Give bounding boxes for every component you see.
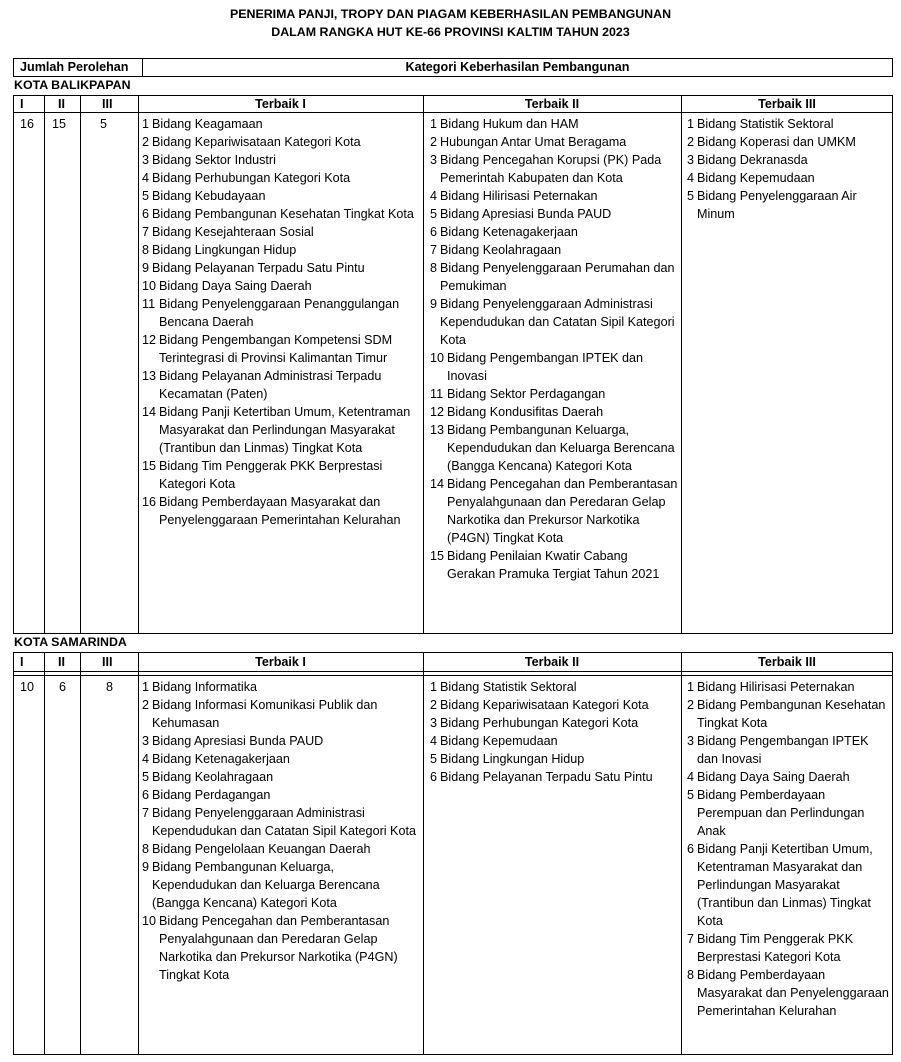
list-item-text: Bidang Hilirisasi Peternakan [697,680,855,694]
list-item-text: Bidang Perdagangan [152,788,271,802]
list-item [430,750,678,768]
list-item [142,277,420,295]
list-item-text: Bidang Penyelenggaraan Air Minum [697,189,857,221]
list-item [430,295,678,349]
document-title-line-2: DALAM RANGKA HUT KE-66 PROVINSI KALTIM TAHUN 2023 [271,25,630,39]
list-item [430,259,678,295]
list-terbaik-3 [687,115,890,223]
list-item-number: 5 [142,189,150,203]
list-item [687,966,890,1020]
list-item-text: Bidang Penyelenggaraan Administrasi Kependudukan dan Catatan Sipil Kategori Kota [440,297,675,347]
list-item-number: 14 [430,477,445,491]
list-item [430,385,678,403]
list-item [687,786,890,840]
count-terbaik-1: 10 [20,680,35,694]
list-item-text: Bidang Keagamaan [152,117,263,131]
list-item [142,678,420,696]
list-item-number: 5 [430,207,438,221]
list-item [687,187,890,223]
list-item-text: Bidang Pencegahan Korupsi (PK) Pada Pemerintah Kabupaten dan Kota [440,153,662,185]
list-item-text: Bidang Kondusifitas Daerah [447,405,604,419]
list-item-text: Bidang Penyelenggaraan Perumahan dan Pemukiman [440,261,675,293]
list-terbaik-2 [430,678,678,786]
col-header-i: I [20,97,24,111]
list-item-number: 7 [142,806,150,820]
list-item-number: 2 [430,135,438,149]
list-item-number: 7 [142,225,150,239]
list-item-number: 10 [142,279,157,293]
list-item-text: Bidang Kepemudaan [440,734,558,748]
list-item-text: Bidang Kepariwisataan Kategori Kota [152,135,361,149]
list-item-text: Bidang Sektor Industri [152,153,276,167]
list-item-number: 12 [430,405,445,419]
list-item-number: 7 [430,243,438,257]
list-item [142,151,420,169]
list-item-text: Bidang Ketenagakerjaan [152,752,290,766]
list-item-number: 10 [430,351,445,365]
list-item-text: Bidang Daya Saing Daerah [697,770,850,784]
list-item-text: Bidang Tim Penggerak PKK Berprestasi Kategori Kota [159,459,383,491]
list-item-text: Bidang Kepariwisataan Kategori Kota [440,698,649,712]
list-item-number: 3 [687,153,695,167]
list-item [687,169,890,187]
list-item-number: 2 [687,135,695,149]
list-item-text: Bidang Pemberdayaan Masyarakat dan Penyelenggaraan Pemerintahan Kelurahan [159,495,401,527]
list-item-number: 3 [142,153,150,167]
header-jumlah-label: Jumlah Perolehan [20,60,129,74]
list-item-number: 4 [430,189,438,203]
list-item-number: 4 [687,770,695,784]
list-item-text: Bidang Penyelenggaraan Penanggulangan Bencana Daerah [159,297,400,329]
list-item-text: Bidang Dekranasda [697,153,808,167]
list-item-number: 1 [430,680,438,694]
list-item [430,241,678,259]
list-item-text: Bidang Daya Saing Daerah [159,279,312,293]
list-item-number: 2 [430,698,438,712]
list-item-number: 14 [142,405,157,419]
list-item-number: 4 [430,734,438,748]
list-item [142,133,420,151]
list-item-text: Bidang Pencegahan dan Pemberantasan Penyalahgunaan dan Peredaran Gelap Narkotika dan Prekursor Narkotika (P4GN) Tingkat Kota [159,914,398,982]
list-item [142,403,420,457]
list-item-text: Bidang Kepemudaan [697,171,815,185]
list-item-number: 3 [430,153,438,167]
list-item-number: 13 [430,423,445,437]
list-item [687,840,890,930]
list-item [142,858,420,912]
list-item-number: 11 [142,297,156,311]
list-item-number: 1 [142,680,150,694]
list-item-text: Bidang Ketenagakerjaan [440,225,578,239]
list-item [430,475,678,547]
list-item [142,259,420,277]
list-item-number: 3 [687,734,695,748]
count-terbaik-2: 6 [59,680,67,694]
list-item-number: 4 [142,752,150,766]
col-header-terbaik-2: Terbaik II [524,97,580,111]
list-terbaik-3 [687,678,890,1020]
list-item-number: 1 [687,680,695,694]
list-item [142,696,420,732]
list-item-text: Bidang Lingkungan Hidup [152,243,297,257]
list-item-text: Bidang Pelayanan Administrasi Terpadu Kecamatan (Paten) [159,369,382,401]
list-terbaik-1 [142,678,420,984]
list-item-text: Bidang Hukum dan HAM [440,117,579,131]
list-item [430,187,678,205]
list-item-number: 3 [142,734,150,748]
list-item-text: Bidang Pengelolaan Keuangan Daerah [152,842,371,856]
list-item-text: Bidang Perhubungan Kategori Kota [152,171,351,185]
list-item-number: 8 [687,968,695,982]
list-item-number: 6 [430,770,438,784]
list-item-number: 12 [142,333,157,347]
list-item-text: Bidang Statistik Sektoral [440,680,577,694]
col-header-iii: III [102,655,113,669]
list-item [142,840,420,858]
list-item-text: Bidang Keolahragaan [440,243,562,257]
list-item [142,786,420,804]
list-item-text: Bidang Pemberdayaan Perempuan dan Perlindungan Anak [697,788,865,838]
list-item [142,241,420,259]
list-item [430,696,678,714]
list-item-text: Bidang Pelayanan Terpadu Satu Pintu [152,261,365,275]
list-item-number: 8 [142,842,150,856]
list-item-text: Bidang Penilaian Kwatir Cabang Gerakan Pramuka Tergiat Tahun 2021 [447,549,660,581]
list-item [142,912,420,984]
list-item-number: 5 [687,788,695,802]
col-header-i: I [20,655,24,669]
list-item [687,151,890,169]
col-header-ii: II [58,655,65,669]
list-item-number: 9 [142,261,150,275]
header-kategori-label: Kategori Keberhasilan Pembangunan [405,60,630,74]
list-item [142,457,420,493]
list-item-number: 15 [142,459,157,473]
list-item [142,205,420,223]
list-item [142,115,420,133]
document-title-line-1: PENERIMA PANJI, TROPY DAN PIAGAM KEBERHASILAN PEMBANGUNAN [229,7,672,21]
list-item [430,768,678,786]
list-item [430,205,678,223]
list-item-text: Bidang Keolahragaan [152,770,274,784]
list-item-text: Bidang Pembangunan Kesehatan Tingkat Kota [697,698,886,730]
list-item-text: Bidang Penyelenggaraan Administrasi Kependudukan dan Catatan Sipil Kategori Kota [152,806,416,838]
list-item-text: Bidang Informasi Komunikasi Publik dan Kehumasan [152,698,378,730]
list-item-text: Bidang Pemberdayaan Masyarakat dan Penyelenggaraan Pemerintahan Kelurahan [697,968,889,1018]
list-item [430,421,678,475]
list-item-text: Bidang Pengembangan IPTEK dan Inovasi [697,734,869,766]
list-item [430,732,678,750]
list-item-number: 4 [142,171,150,185]
list-item-text: Bidang Pelayanan Terpadu Satu Pintu [440,770,653,784]
list-item-number: 6 [687,842,695,856]
list-item-text: Bidang Pembangunan Kesehatan Tingkat Kota [152,207,414,221]
list-item-text: Bidang Apresiasi Bunda PAUD [440,207,612,221]
list-item [687,732,890,768]
list-item [142,187,420,205]
list-item [142,169,420,187]
header-kategori-cell [142,58,893,77]
list-item [142,768,420,786]
list-item [142,367,420,403]
list-item-number: 6 [430,225,438,239]
list-terbaik-2 [430,115,678,583]
list-item-text: Bidang Koperasi dan UMKM [697,135,856,149]
list-item [430,151,678,187]
section-name-balikpapan: KOTA BALIKPAPAN [14,78,131,92]
list-item-text: Bidang Pembangunan Keluarga, Kependudukan dan Keluarga Berencana (Bangga Kencana) Kategori Kota [152,860,380,910]
list-item-number: 1 [687,117,695,131]
list-item-number: 16 [142,495,157,509]
list-item-text: Bidang Panji Ketertiban Umum, Ketentraman Masyarakat dan Perlindungan Masyarakat (Trantibun dan Linmas) Tingkat Kota [697,842,873,928]
list-item [430,678,678,696]
col-header-terbaik-3: Terbaik III [758,655,816,669]
list-item [687,133,890,151]
list-item [142,750,420,768]
list-item-number: 5 [430,752,438,766]
list-item [687,768,890,786]
header-jumlah-cell [13,58,143,77]
count-terbaik-3: 5 [100,117,108,131]
list-item-text: Bidang Kesejahteraan Sosial [152,225,314,239]
list-item [142,732,420,750]
list-item-text: Bidang Perhubungan Kategori Kota [440,716,639,730]
list-item-number: 5 [142,770,150,784]
list-item [687,930,890,966]
list-item-number: 15 [430,549,445,563]
list-item [142,223,420,241]
list-item-text: Bidang Lingkungan Hidup [440,752,585,766]
list-item [430,115,678,133]
col-header-terbaik-2: Terbaik II [524,655,580,669]
col-header-terbaik-1: Terbaik I [255,97,306,111]
list-item [142,295,420,331]
list-item [430,133,678,151]
list-item-number: 9 [142,860,150,874]
list-terbaik-1 [142,115,420,529]
list-item-number: 2 [687,698,695,712]
list-item-text: Bidang Statistik Sektoral [697,117,834,131]
list-item-number: 4 [687,171,695,185]
list-item-number: 9 [430,297,438,311]
col-header-iii: III [102,97,113,111]
section-name-samarinda: KOTA SAMARINDA [14,635,127,649]
list-item-text: Bidang Tim Penggerak PKK Berprestasi Kategori Kota [697,932,854,964]
count-terbaik-1: 16 [20,117,35,131]
list-item-number: 3 [430,716,438,730]
list-item-number: 2 [142,135,150,149]
count-terbaik-2: 15 [52,117,67,131]
list-item-text: Bidang Panji Ketertiban Umum, Ketentraman Masyarakat dan Perlindungan Masyarakat (Trantibun dan Linmas) Tingkat Kota [159,405,411,455]
list-item-number: 1 [430,117,438,131]
list-item-text: Bidang Kebudayaan [152,189,266,203]
list-item [430,403,678,421]
list-item-text: Bidang Pengembangan Kompetensi SDM Terintegrasi di Provinsi Kalimantan Timur [159,333,393,365]
count-terbaik-3: 8 [106,680,114,694]
list-item-text: Bidang Pengembangan IPTEK dan Inovasi [447,351,644,383]
list-item-number: 7 [687,932,695,946]
list-item-number: 8 [142,243,150,257]
list-item-number: 6 [142,788,150,802]
list-item-text: Bidang Pencegahan dan Pemberantasan Penyalahgunaan dan Peredaran Gelap Narkotika dan Prekursor Narkotika (P4GN) Tingkat Kota [447,477,678,545]
list-item-text: Bidang Apresiasi Bunda PAUD [152,734,324,748]
list-item-number: 1 [142,117,150,131]
list-item [142,331,420,367]
list-item-number: 6 [142,207,150,221]
list-item-number: 2 [142,698,150,712]
list-item-number: 13 [142,369,157,383]
col-header-terbaik-3: Terbaik III [758,97,816,111]
list-item-text: Bidang Hilirisasi Peternakan [440,189,598,203]
list-item-number: 10 [142,914,157,928]
col-header-terbaik-1: Terbaik I [255,655,306,669]
list-item-text: Hubungan Antar Umat Beragama [440,135,627,149]
list-item [142,493,420,529]
list-item-text: Bidang Pembangunan Keluarga, Kependudukan dan Keluarga Berencana (Bangga Kencana) Kategori Kota [447,423,675,473]
list-item-number: 8 [430,261,438,275]
list-item [687,115,890,133]
list-item [430,547,678,583]
list-item-text: Bidang Sektor Perdagangan [447,387,606,401]
list-item [687,678,890,696]
list-item [430,349,678,385]
list-item-number: 5 [687,189,695,203]
list-item-text: Bidang Informatika [152,680,258,694]
list-item [430,714,678,732]
list-item [142,804,420,840]
list-item [430,223,678,241]
col-header-ii: II [58,97,65,111]
list-item-number: 11 [430,387,444,401]
list-item [687,696,890,732]
